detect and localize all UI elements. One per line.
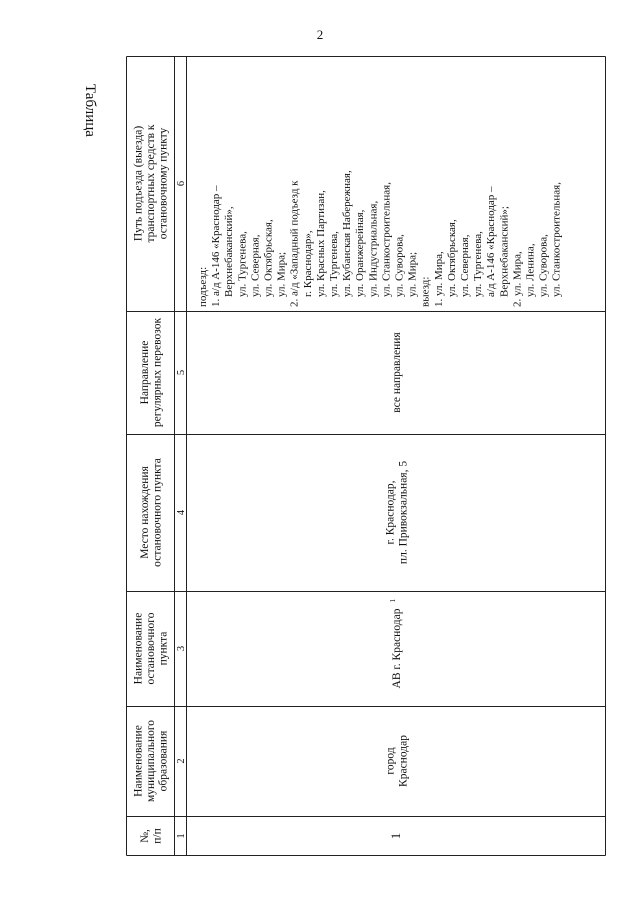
route-line: ул. Станкостроительная, xyxy=(380,182,393,297)
route-direction-line: все направления xyxy=(391,332,403,413)
route-line: ул. Тургенева, xyxy=(328,231,340,297)
header-col-3 xyxy=(133,612,170,684)
route-line: Верхнебаканский»; xyxy=(498,206,511,297)
route-line: ул. Красных Партизан, xyxy=(314,190,327,297)
route-line: ул. Оранжерейная, xyxy=(354,209,367,297)
header-col-2-line: Наименование xyxy=(132,725,145,797)
route-line: ул. Октябрьская, xyxy=(445,219,458,297)
stops-table xyxy=(126,56,606,856)
stops-table-grid xyxy=(126,56,606,856)
route-line: 2. ул. Мира, xyxy=(511,251,524,307)
route-line: ул. Индустриальная, xyxy=(367,200,380,297)
header-col-3-line: Наименование xyxy=(132,612,145,685)
header-col-2 xyxy=(133,720,170,802)
header-col-6-line: остановочному пункту xyxy=(157,127,170,240)
colnum-2 xyxy=(176,758,187,763)
route-line: ул. Кубанская Набережная, xyxy=(341,170,354,297)
colnum-1 xyxy=(176,833,187,838)
colnum-1-line: 1 xyxy=(176,833,187,839)
route-line: подъезд: xyxy=(197,266,209,307)
colnum-2-line: 2 xyxy=(176,758,187,764)
header-col-4 xyxy=(139,458,164,567)
colnum-6 xyxy=(176,181,187,186)
header-col-3-line: пункта xyxy=(157,631,170,666)
route-line: ул. Северная, xyxy=(459,234,471,297)
stop-location-line: пл. Привокзальная, 5 xyxy=(397,460,410,565)
colnum-5 xyxy=(176,370,187,375)
route-direction xyxy=(391,332,403,413)
route-line: ул. Ленина, xyxy=(524,243,537,297)
municipality-name xyxy=(385,735,410,787)
colnum-3 xyxy=(176,646,187,651)
route-line: ул. Октябрьская, xyxy=(262,219,275,297)
route-line: ул. Суворова, xyxy=(537,234,550,297)
header-col-2-line: образования xyxy=(157,730,170,792)
colnum-5-line: 5 xyxy=(176,369,187,376)
stop-name-line: АВ г. Краснодар xyxy=(391,608,403,689)
header-col-5 xyxy=(139,318,164,428)
header-col-4-line: Место нахождения xyxy=(138,466,151,559)
route-line: Верхнебаканский», xyxy=(223,206,236,297)
route-line: ул. Станкостроительная, xyxy=(550,182,563,297)
header-col-1-line: №, xyxy=(138,829,151,843)
stop-location xyxy=(385,461,410,564)
route-line: г. Краснодар», xyxy=(301,230,314,297)
route-line: выезд: xyxy=(419,276,432,307)
header-col-3-line: остановочного xyxy=(145,612,157,685)
colnum-6-line: 6 xyxy=(176,180,187,187)
municipality-name-line: Краснодар xyxy=(397,735,410,787)
header-col-6 xyxy=(133,124,170,242)
route-line: ул. Тургенева, xyxy=(236,231,249,297)
page-number: 2 xyxy=(316,27,324,42)
route-line: ул. Северная, xyxy=(249,234,262,297)
header-col-6-line: транспортных средств к xyxy=(145,124,157,243)
stop-location-line: г. Краснодар, xyxy=(384,480,397,545)
municipality-name-line: город xyxy=(384,747,397,775)
header-col-1-line: п/п xyxy=(151,828,164,844)
route-line: а/д А-146 «Краснодар – xyxy=(485,186,498,297)
colnum-3-line: 3 xyxy=(176,645,187,652)
stop-name xyxy=(388,599,403,689)
route-list xyxy=(197,170,563,307)
route-line: ул. Тургенева, xyxy=(472,231,485,297)
stop-name-footnote-mark: 1 xyxy=(388,598,397,603)
route-line: 1. ул. Мира, xyxy=(432,251,445,307)
route-line: ул. Суворова, xyxy=(393,234,406,297)
row-number-line: 1 xyxy=(388,832,403,840)
row-number xyxy=(388,833,403,840)
header-col-4-line: остановочного пункта xyxy=(151,458,164,567)
route-line: 1. а/д А-146 «Краснодар – xyxy=(210,185,223,307)
route-line: 2. а/д «Западный подъезд к xyxy=(288,180,301,307)
route-line: ул. Мира; xyxy=(275,251,288,297)
header-col-2-line: муниципального xyxy=(145,719,157,803)
table-caption: Таблица xyxy=(82,84,98,137)
header-col-5-line: Направление xyxy=(138,340,151,405)
header-col-5-line: регулярных перевозок xyxy=(151,317,164,428)
colnum-4-line: 4 xyxy=(176,509,187,516)
colnum-4 xyxy=(176,509,187,515)
route-line: ул. Мира; xyxy=(406,251,419,297)
header-col-6-line: Путь подъезда (выезда) xyxy=(132,125,145,242)
header-col-1 xyxy=(139,828,164,844)
